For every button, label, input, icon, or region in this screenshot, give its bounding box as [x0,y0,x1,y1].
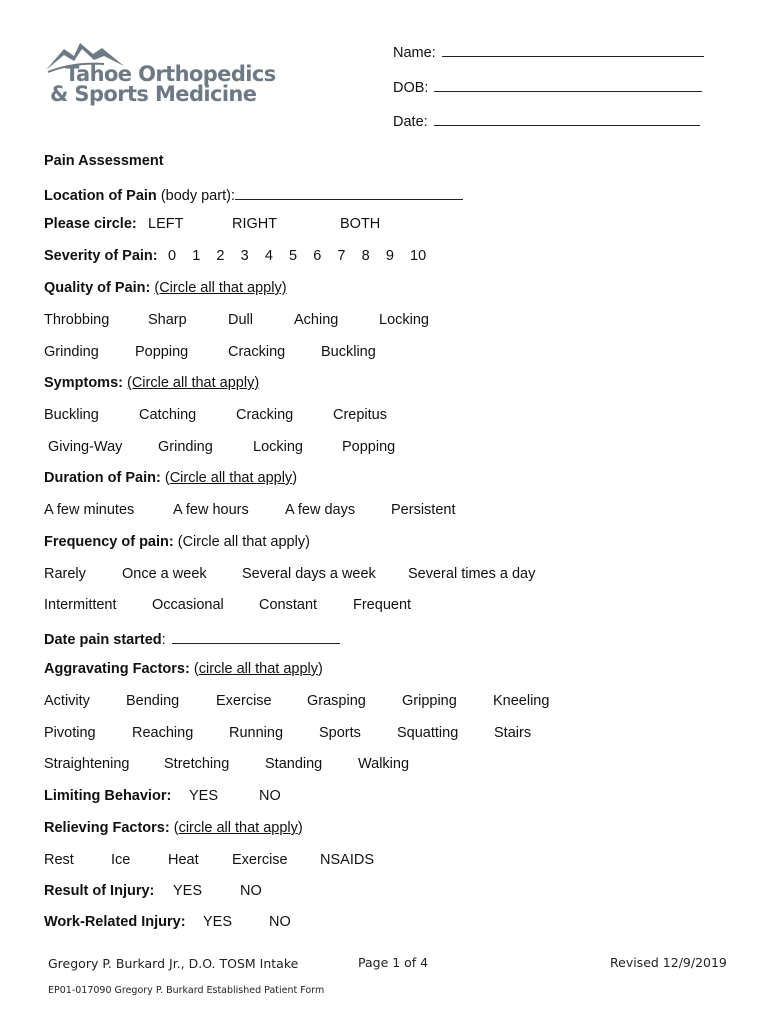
aggravating-sports[interactable]: Sports [319,725,361,741]
quality-label: Quality of Pain: [44,280,151,296]
symptom-locking[interactable]: Locking [253,439,303,455]
severity-6[interactable]: 6 [313,248,322,264]
date-label: Date: [393,114,428,130]
quality-sharp[interactable]: Sharp [148,312,187,328]
work-injury-label: Work-Related Injury: [44,914,186,930]
symptoms-hint: (Circle all that apply) [127,375,260,391]
quality-heading [44,281,287,296]
result-injury-label: Result of Injury: [44,883,155,899]
logo-line2: & Sports Medicine [50,82,257,106]
symptoms-label: Symptoms: [44,375,123,391]
severity-label: Severity of Pain: [44,248,158,264]
aggravating-reaching[interactable]: Reaching [132,725,194,741]
option-both[interactable]: BOTH [340,216,381,232]
aggravating-grasping[interactable]: Grasping [307,693,366,709]
frequency-several-times[interactable]: Several times a day [408,566,536,582]
work-injury-yes[interactable]: YES [203,914,233,930]
frequency-once-week[interactable]: Once a week [122,566,207,582]
quality-aching[interactable]: Aching [294,312,339,328]
relieving-heat[interactable]: Heat [168,852,199,868]
severity-9[interactable]: 9 [385,248,394,264]
footer-revised: Revised 12/9/2019 [610,955,727,970]
date-started-field[interactable]: Date pain started: [44,630,340,648]
relieving-rest[interactable]: Rest [44,852,74,868]
frequency-rarely[interactable]: Rarely [44,566,86,582]
symptom-giving-way[interactable]: Giving-Way [48,439,123,455]
relieving-ice[interactable]: Ice [111,852,131,868]
aggravating-pivoting[interactable]: Pivoting [44,725,96,741]
aggravating-kneeling[interactable]: Kneeling [493,693,550,709]
name-field[interactable] [393,43,704,61]
severity-2[interactable]: 2 [216,248,225,264]
frequency-hint: (Circle all that apply) [177,534,310,550]
aggravating-stairs[interactable]: Stairs [494,725,532,741]
quality-dull[interactable]: Dull [228,312,253,328]
severity-0[interactable]: 0 [168,248,177,264]
option-right[interactable]: RIGHT [232,216,278,232]
logo-line1: Tahoe Orthopedics [65,62,276,86]
quality-buckling[interactable]: Buckling [321,344,376,360]
severity-4[interactable]: 4 [264,248,273,264]
aggravating-hint: (circle all that apply) [193,661,323,677]
quality-hint: (Circle all that apply) [154,280,287,296]
relieving-exercise[interactable]: Exercise [232,852,288,868]
duration-hint: (Circle all that apply) [164,470,298,486]
frequency-constant[interactable]: Constant [259,597,318,613]
duration-persistent[interactable]: Persistent [391,502,456,518]
quality-cracking[interactable]: Cracking [228,344,286,360]
date-started-label: Date pain started [44,632,162,648]
footer-physician: Gregory P. Burkard Jr., D.O. TOSM Intake [48,956,299,971]
severity-7[interactable]: 7 [337,248,346,264]
dob-field[interactable] [393,78,702,96]
duration-hours[interactable]: A few hours [173,502,249,518]
frequency-intermittent[interactable]: Intermittent [44,597,117,613]
result-injury-no[interactable]: NO [240,883,262,899]
aggravating-exercise[interactable]: Exercise [216,693,272,709]
severity-8[interactable]: 8 [361,248,370,264]
footer-form-id: EP01-017090 Gregory P. Burkard Established Patient Form [48,985,325,996]
relieving-heading [44,821,303,836]
symptom-buckling[interactable]: Buckling [44,407,99,423]
severity-1[interactable]: 1 [192,248,201,264]
limiting-no[interactable]: NO [259,788,281,804]
aggravating-running[interactable]: Running [229,725,284,741]
frequency-occasional[interactable]: Occasional [152,597,224,613]
frequency-label: Frequency of pain: [44,534,174,550]
duration-minutes[interactable]: A few minutes [44,502,135,518]
option-left[interactable]: LEFT [148,216,184,232]
duration-label: Duration of Pain: [44,470,161,486]
aggravating-standing[interactable]: Standing [265,756,323,772]
severity-3[interactable]: 3 [240,248,249,264]
aggravating-straightening[interactable]: Straightening [44,756,130,772]
symptoms-heading [44,376,259,391]
severity-scale [168,249,426,264]
symptom-grinding[interactable]: Grinding [158,439,213,455]
date-field[interactable] [393,112,700,130]
work-injury-no[interactable]: NO [269,914,291,930]
relieving-nsaids[interactable]: NSAIDS [320,852,374,868]
aggravating-label: Aggravating Factors: [44,661,190,677]
aggravating-squatting[interactable]: Squatting [397,725,459,741]
frequency-several-days[interactable]: Several days a week [242,566,376,582]
symptom-catching[interactable]: Catching [139,407,197,423]
frequency-frequent[interactable]: Frequent [353,597,412,613]
limiting-yes[interactable]: YES [189,788,219,804]
result-injury-yes[interactable]: YES [173,883,203,899]
quality-throbbing[interactable]: Throbbing [44,312,110,328]
dob-label: DOB: [393,80,429,96]
aggravating-stretching[interactable]: Stretching [164,756,230,772]
footer-page-number: Page 1 of 4 [358,955,429,970]
location-label: Location of Pain [44,188,157,204]
duration-heading [44,471,297,486]
symptom-popping[interactable]: Popping [342,439,396,455]
aggravating-heading [44,662,323,677]
quality-locking[interactable]: Locking [379,312,429,328]
relieving-label: Relieving Factors: [44,820,170,836]
aggravating-gripping[interactable]: Gripping [402,693,457,709]
location-hint: (body part): [160,188,235,204]
symptom-cracking[interactable]: Cracking [236,407,294,423]
location-field[interactable] [44,186,463,204]
limiting-label: Limiting Behavior: [44,788,172,804]
page-title: Pain Assessment [44,153,164,169]
aggravating-walking[interactable]: Walking [358,756,410,772]
name-label: Name: [393,45,436,61]
quality-popping[interactable]: Popping [135,344,189,360]
severity-10[interactable]: 10 [410,248,427,264]
relieving-hint: (circle all that apply) [173,820,303,836]
quality-grinding[interactable]: Grinding [44,344,99,360]
aggravating-activity[interactable]: Activity [44,693,90,709]
circle-label: Please circle: [44,216,137,232]
severity-5[interactable]: 5 [289,248,298,264]
aggravating-bending[interactable]: Bending [126,693,180,709]
duration-days[interactable]: A few days [285,502,356,518]
frequency-heading [44,535,310,550]
symptom-crepitus[interactable]: Crepitus [333,407,387,423]
